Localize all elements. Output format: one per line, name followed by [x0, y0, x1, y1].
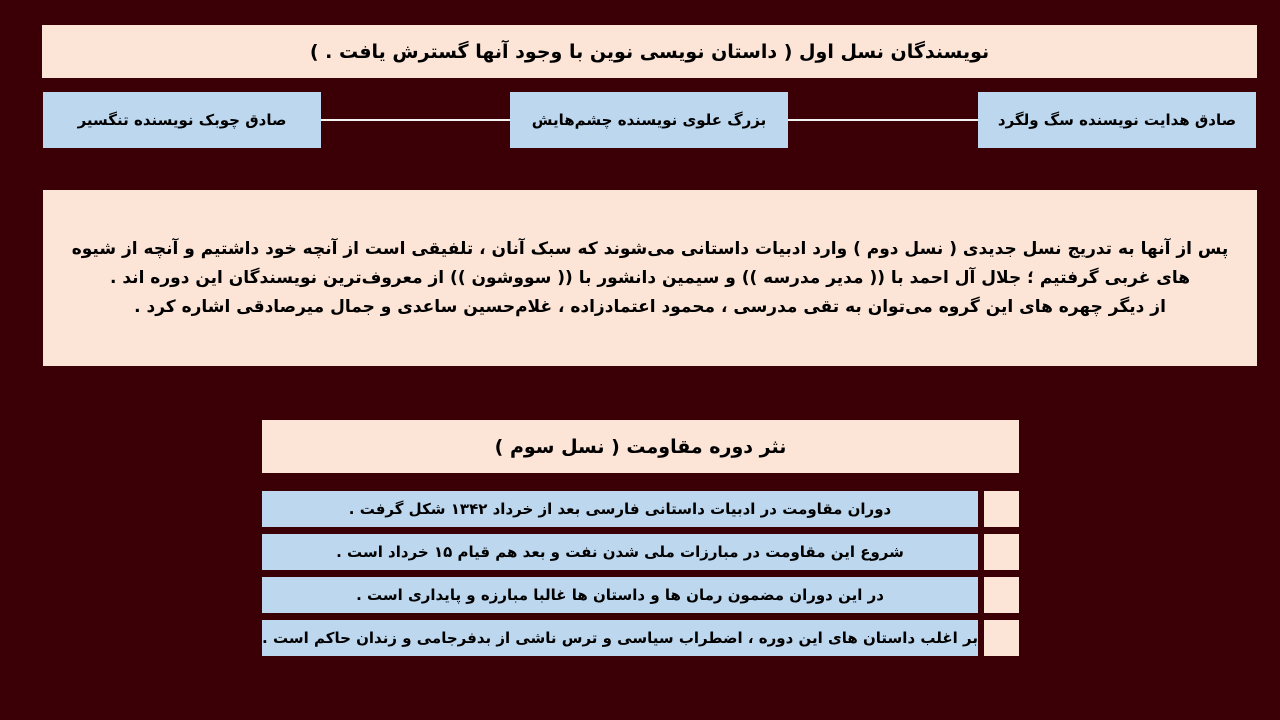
first-generation-title-text: نویسندگان نسل اول ( داستان نویسی نوین با وجود آنها گسترش یافت . ) — [309, 40, 990, 63]
resistance-point-text: دوران مقاومت در ادبیات داستانی فارسی بعد از خرداد ۱۳۴۲ شکل گرفت . — [348, 500, 892, 518]
resistance-point-text: در این دوران مضمون رمان ها و داستان ها غالبا مبارزه و پایداری است . — [356, 586, 884, 604]
first-generation-title — [42, 25, 1257, 78]
bullet-marker — [984, 534, 1019, 570]
second-generation-box — [43, 190, 1257, 366]
resistance-point — [262, 534, 978, 570]
resistance-point — [262, 491, 978, 527]
resistance-point-row — [262, 491, 1019, 527]
second-generation-other-authors: از دیگر چهره های این گروه می‌توان به تقی مدرسی ، محمود اعتمادزاده ، غلام‌حسین ساعدی و جمال میرصادقی اشاره کرد . — [134, 296, 1166, 317]
bullet-marker — [984, 620, 1019, 656]
resistance-header-text: نثر دوره مقاومت ( نسل سوم ) — [494, 435, 787, 458]
author-box-alavi — [510, 92, 788, 148]
resistance-point-row — [262, 577, 1019, 613]
resistance-point-row — [262, 534, 1019, 570]
bullet-marker — [984, 491, 1019, 527]
author-label: بزرگ علوی نویسنده چشم‌هایش — [531, 111, 767, 129]
author-box-hedayat — [978, 92, 1256, 148]
second-generation-paragraph: پس از آنها به تدریج نسل جدیدی ( نسل دوم ) وارد ادبیات داستانی می‌شوند که سبک آنان ، تلفیقی است از آنچه خود داشتیم و آنچه از شیوه های غربی گرفتیم ؛ جلال آل احمد با (( مدیر مدرسه )) و سیمین دانشور با (( سووشون )) از معروف‌ترین نویسندگان این دوره اند . — [71, 238, 1229, 288]
author-box-chubak — [43, 92, 321, 148]
resistance-point — [262, 620, 978, 656]
author-label: صادق هدایت نویسنده سگ ولگرد — [997, 111, 1237, 129]
resistance-point-text: شروع این مقاومت در مبارزات ملی شدن نفت و بعد هم قیام ۱۵ خرداد است . — [336, 543, 904, 561]
resistance-point — [262, 577, 978, 613]
bullet-marker — [984, 577, 1019, 613]
resistance-point-row — [262, 620, 1019, 656]
resistance-header — [262, 420, 1019, 473]
connector-line — [788, 119, 978, 121]
connector-line — [321, 119, 510, 121]
resistance-point-text: بر اغلب داستان های این دوره ، اضطراب سیاسی و ترس ناشی از بدفرجامی و زندان حاکم است . — [262, 629, 978, 647]
author-label: صادق چوبک نویسنده تنگسیر — [77, 111, 287, 129]
